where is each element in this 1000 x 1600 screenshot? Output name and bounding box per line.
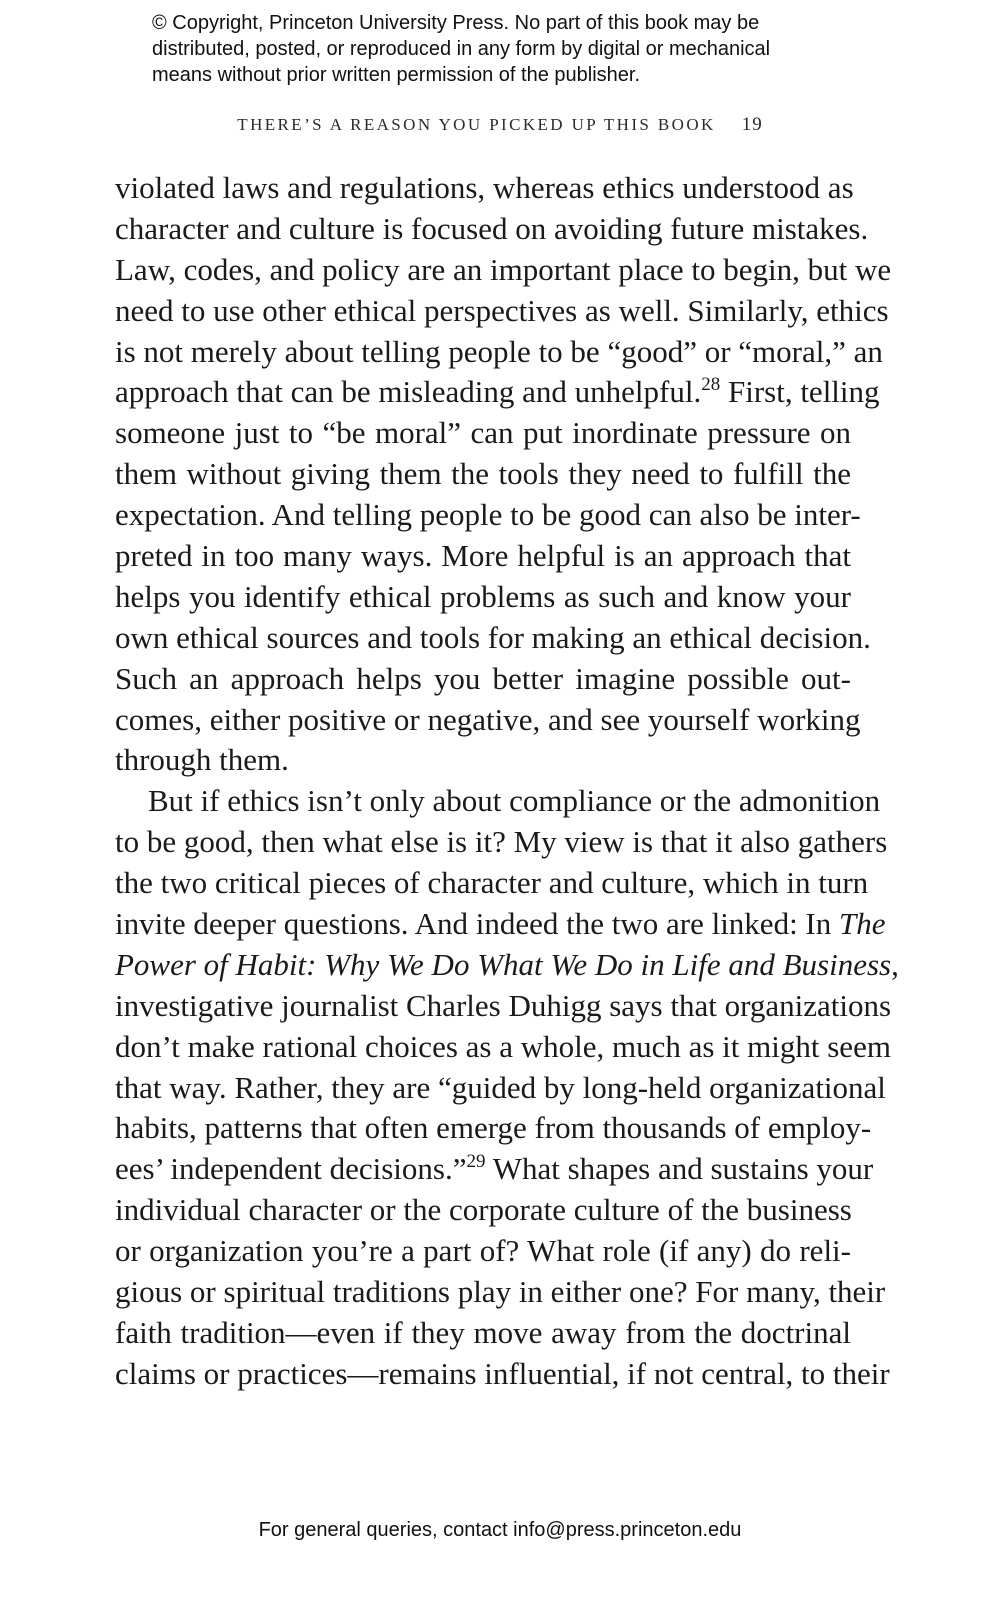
text-line: individual character or the corporate culture of the business [115, 1192, 852, 1228]
text-line: someone just to “be moral” can put inordinate pressure on [115, 415, 851, 451]
text-line: habits, patterns that often emerge from thousands of employ- [115, 1110, 872, 1146]
footer-contact: For general queries, contact info@press.princeton.edu [258, 1519, 742, 1541]
text-segment: , [891, 946, 899, 982]
copyright-line: distributed, posted, or reproduced in any form by digital or mechanical [152, 38, 771, 60]
copyright-notice [152, 10, 872, 88]
text-line: preted in too many ways. More helpful is an approach that [115, 538, 851, 574]
text-line: gious or spiritual traditions play in either one? For many, their [115, 1274, 886, 1310]
text-line: character and culture is focused on avoiding future mistakes. [115, 210, 869, 246]
running-head [0, 114, 1000, 136]
text-line [115, 904, 886, 945]
text-line: the two critical pieces of character and culture, which in turn [115, 865, 869, 901]
text-line: own ethical sources and tools for making an ethical decision. [115, 619, 871, 655]
text-line: to be good, then what else is it? My view is that it also gathers [115, 824, 888, 860]
text-line: comes, either positive or negative, and see yourself working [115, 701, 861, 737]
text-segment: invite deeper questions. And indeed the two are linked: In [115, 906, 832, 942]
text-line [115, 1149, 874, 1190]
text-line: expectation. And telling people to be good can also be inter- [115, 497, 861, 533]
book-title-start: The [839, 906, 886, 942]
copyright-line: © Copyright, Princeton University Press. No part of this book may be [152, 12, 760, 34]
text-line: is not merely about telling people to be “good” or “moral,” an [115, 333, 883, 369]
text-line [115, 945, 899, 986]
text-line: need to use other ethical perspectives as well. Similarly, ethics [115, 292, 889, 328]
text-line: them without giving them the tools they need to fulfill the [115, 456, 851, 492]
footnote-ref: 28 [701, 374, 721, 396]
text-line [115, 372, 880, 413]
running-head-title: THERE’S A REASON YOU PICKED UP THIS BOOK [237, 115, 716, 134]
text-line: faith tradition—even if they move away from the doctrinal [115, 1314, 851, 1350]
book-title: Power of Habit: Why We Do What We Do in Life and Business [115, 946, 892, 982]
text-segment: First, telling [727, 374, 880, 410]
text-line: that way. Rather, they are “guided by long-held organizational [115, 1069, 886, 1105]
text-line: claims or practices—remains influential, if not central, to their [115, 1355, 890, 1391]
text-segment: approach that can be misleading and unhelpful. [115, 374, 702, 410]
body-text [115, 168, 899, 1395]
text-line: violated laws and regulations, whereas ethics understood as [115, 170, 854, 205]
text-line: or organization you’re a part of? What role (if any) do reli- [115, 1233, 851, 1269]
text-line: Law, codes, and policy are an important place to begin, but we [115, 251, 892, 287]
text-line: through them. [115, 742, 289, 778]
text-line: helps you identify ethical problems as such and know your [115, 578, 851, 614]
text-line: don’t make rational choices as a whole, much as it might seem [115, 1028, 891, 1064]
text-line: But if ethics isn’t only about compliance or the admonition [148, 783, 881, 819]
text-segment: What shapes and sustains your [492, 1151, 874, 1187]
text-line: investigative journalist Charles Duhigg says that organizations [115, 987, 892, 1023]
text-line: Such an approach helps you better imagine possible out- [115, 660, 851, 696]
page-number: 19 [741, 114, 763, 135]
copyright-line: means without prior written permission of the publisher. [152, 64, 641, 86]
footnote-ref: 29 [466, 1151, 486, 1173]
text-segment: ees’ independent decisions.” [115, 1151, 467, 1187]
